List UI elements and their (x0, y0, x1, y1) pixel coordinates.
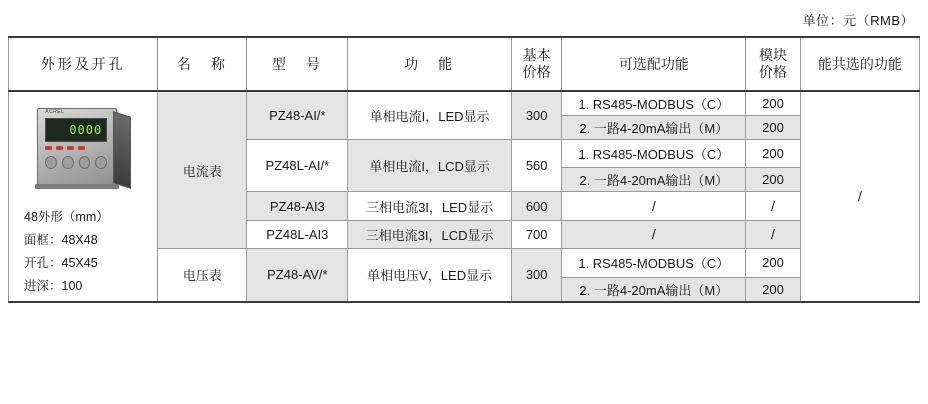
base-price-cell: 300 (511, 249, 561, 302)
base-price-cell: 560 (511, 140, 561, 192)
option-label-cell: 2. 一路4-20mA输出（M） (562, 116, 746, 140)
function-cell: 单相电流I，LED显示 (348, 91, 512, 140)
group-name-current-meter: 电流表 (158, 91, 247, 249)
unit-note: 单位：元（RMB） (802, 13, 914, 28)
shared-function-cell: / (800, 91, 919, 302)
function-cell: 单相电压V，LED显示 (348, 249, 512, 302)
function-cell: 单相电流I，LCD显示 (348, 140, 512, 192)
option-label-cell: 1. RS485-MODBUS（C） (562, 249, 746, 277)
meter-brand-label: ACREL (45, 109, 65, 115)
option-label-cell: / (562, 192, 746, 220)
option-price-cell: 200 (746, 116, 801, 140)
option-price-cell: 200 (746, 249, 801, 277)
header-function: 功 能 (348, 37, 512, 91)
dimension-line: 进深：100 (24, 279, 83, 294)
option-price-cell: / (746, 220, 801, 248)
model-cell: PZ48L-AI/* (247, 140, 348, 192)
option-price-cell: 200 (746, 168, 801, 192)
header-module-price-line1: 模块 (759, 46, 787, 63)
header-module-price (746, 37, 801, 91)
option-label-cell: 1. RS485-MODBUS（C） (562, 91, 746, 116)
option-label-cell: 1. RS485-MODBUS（C） (562, 140, 746, 168)
header-name: 名 称 (158, 37, 247, 91)
header-shared: 能共选的功能 (800, 37, 919, 91)
table-row (9, 91, 920, 116)
panel-meter-photo (31, 100, 135, 196)
header-shape: 外形及开孔 (9, 37, 158, 91)
model-cell: PZ48-AI/* (247, 91, 348, 140)
dimension-line: 面框：48X48 (24, 233, 98, 248)
dimension-line: 开孔：45X45 (24, 256, 98, 271)
option-price-cell: 200 (746, 91, 801, 116)
model-cell: PZ48-AV/* (247, 249, 348, 302)
option-label-cell: / (562, 220, 746, 248)
option-price-cell: 200 (746, 140, 801, 168)
header-base-price-line1: 基本 (522, 46, 551, 63)
group-name-voltage-meter: 电压表 (158, 249, 247, 302)
function-cell: 三相电流3I，LCD显示 (348, 220, 512, 248)
option-label-cell: 2. 一路4-20mA输出（M） (562, 277, 746, 302)
header-model: 型 号 (247, 37, 348, 91)
product-dimensions (12, 206, 154, 299)
dimension-line: 48外形（mm） (24, 210, 109, 224)
header-base-price-line2: 价格 (522, 64, 551, 80)
meter-display-value: 0000 (69, 123, 103, 137)
header-base-price (511, 37, 561, 91)
option-price-cell: 200 (746, 277, 801, 302)
model-cell: PZ48L-AI3 (247, 220, 348, 248)
base-price-cell: 300 (511, 91, 561, 140)
base-price-cell: 700 (511, 220, 561, 248)
header-optional: 可选配功能 (562, 37, 746, 91)
model-cell: PZ48-AI3 (247, 192, 348, 220)
header-module-price-line2: 价格 (759, 64, 787, 80)
function-cell: 三相电流3I，LED显示 (348, 192, 512, 220)
option-label-cell: 2. 一路4-20mA输出（M） (562, 168, 746, 192)
option-price-cell: / (746, 192, 801, 220)
table-header-row (9, 37, 920, 91)
product-shape-cell (9, 91, 158, 302)
base-price-cell: 600 (511, 192, 561, 220)
specification-table (8, 36, 920, 303)
